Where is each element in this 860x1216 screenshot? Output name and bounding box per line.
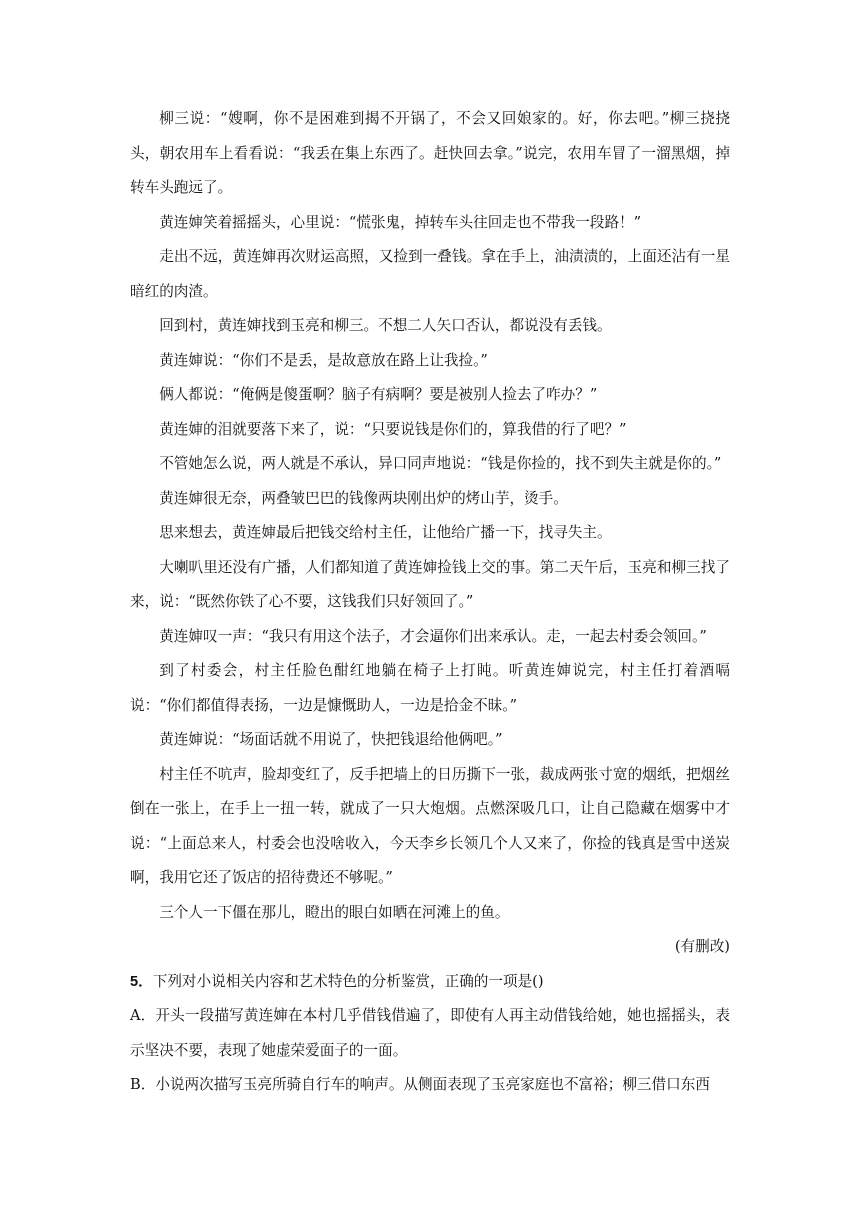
paragraph-3: 走出不远，黄连婶再次财运高照，又捡到一叠钱。拿在手上，油渍渍的，上面还沾有一星暗红的肉渣。 <box>130 248 730 300</box>
paragraph-4: 回到村，黄连婶找到玉亮和柳三。不想二人矢口否认，都说没有丢钱。 <box>159 317 612 334</box>
question-text: 下列对小说相关内容和艺术特色的分析鉴赏，正确的一项是() <box>152 972 544 990</box>
paragraph-1: 柳三说：“嫂啊，你不是困难到揭不开锅了，不会又回娘家的。好，你去吧。”柳三挠挠头，朝农用车上看看说：“我丢在集上东西了。赶快回去拿。”说完，农用车冒了一溜黑烟，掉转车头跑远了。 <box>130 110 730 196</box>
paragraph-5: 黄连婶说：“你们不是丢，是故意放在路上让我捡。” <box>159 351 488 369</box>
paragraph-2: 黄连婶笑着摇摇头，心里说：“慌张鬼，掉转车头往回走也不带我一段路！” <box>159 213 642 231</box>
source-note: (有删改) <box>674 938 730 955</box>
document-page <box>130 102 730 1103</box>
question-number: 5． <box>130 973 153 990</box>
paragraph-6: 俩人都说：“俺俩是傻蛋啊？脑子有病啊？要是被别人捡去了咋办？” <box>159 386 598 403</box>
option-a: A．开头一段描写黄连婶在本村几乎借钱借遍了，即使有人再主动借钱给她，她也摇摇头，表示坚决不要，表现了她虚荣爱面子的一面。 <box>130 1007 730 1059</box>
paragraph-14: 黄连婶说：“场面话就不用说了，快把钱退给他俩吧。” <box>159 731 503 748</box>
paragraph-15: 村主任不吭声，脸却变红了，反手把墙上的日历撕下一张，裁成两张寸宽的烟纸，把烟丝倒在一张上，在手上一扭一转，就成了一只大炮烟。点燃深吸几口，让自己隐藏在烟雾中才说：“上面总来人，村委会也没啥收入，今天李乡长领几个人又来了，你捡的钱真是雪中送炭啊，我用它还了饭店的招待费还不够呢。” <box>130 765 730 886</box>
option-b: B．小说两次描写玉亮所骑自行车的响声。从侧面表现了玉亮家庭也不富裕；柳三借口东西 <box>130 1076 710 1093</box>
paragraph-13: 到了村委会，村主任脸色酣红地躺在椅子上打盹。听黄连婶说完，村主任打着酒嗝说：“你们都值得表扬，一边是慷慨助人，一边是拾金不昧。” <box>130 662 730 714</box>
paragraph-12: 黄连婶叹一声：“我只有用这个法子，才会逼你们出来承认。走，一起去村委会领回。” <box>159 627 707 645</box>
paragraph-11: 大喇叭里还没有广播，人们都知道了黄连婶捡钱上交的事。第二天午后，玉亮和柳三找了来，说：“既然你铁了心不要，这钱我们只好领回了。” <box>130 558 730 610</box>
paragraph-8: 不管她怎么说，两人就是不承认，异口同声地说：“钱是你捡的，找不到失主就是你的。” <box>159 455 722 472</box>
paragraph-9: 黄连婶很无奈，两叠皱巴巴的钱像两块刚出炉的烤山芋，烫手。 <box>159 489 568 507</box>
question-stem <box>130 965 730 1000</box>
paragraph-10: 思来想去，黄连婶最后把钱交给村主任，让他给广播一下，找寻失主。 <box>159 524 612 541</box>
paragraph-16: 三个人一下僵在那儿，瞪出的眼白如晒在河滩上的鱼。 <box>159 903 510 921</box>
paragraph-7: 黄连婶的泪就要落下来了，说：“只要说钱是你们的，算我借的行了吧？” <box>159 420 627 438</box>
